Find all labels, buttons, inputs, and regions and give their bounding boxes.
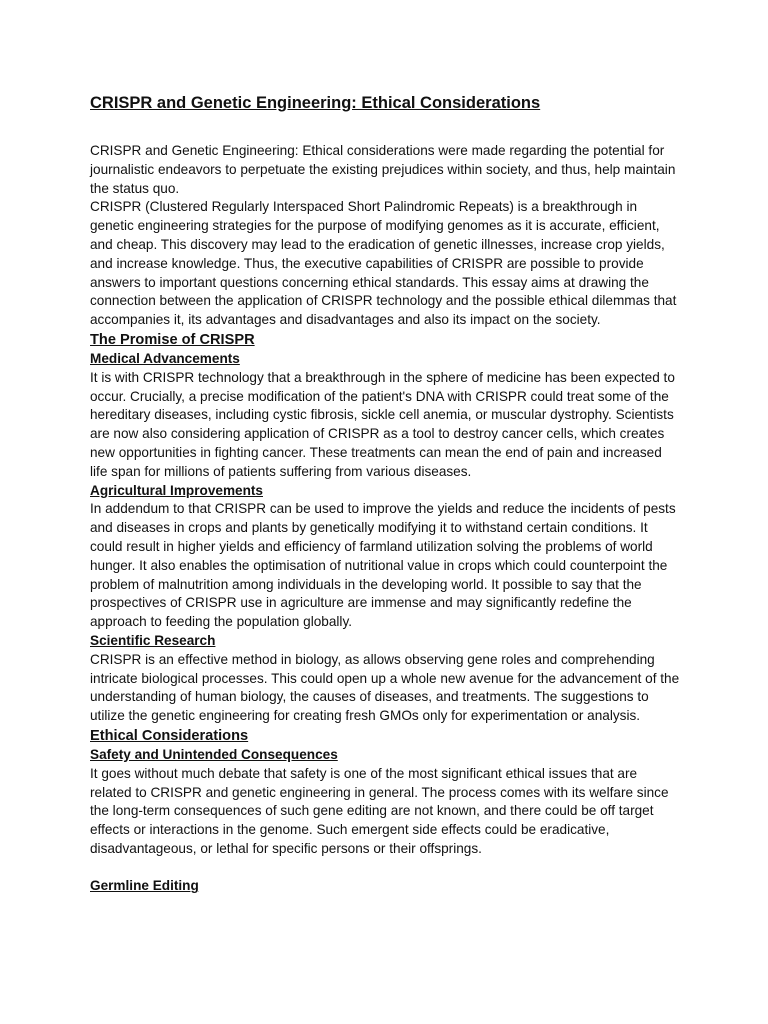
section-heading-promise: The Promise of CRISPR — [90, 331, 255, 348]
subheading-germline: Germline Editing — [90, 878, 199, 894]
document-title: CRISPR and Genetic Engineering: Ethical Considerations — [90, 94, 541, 112]
paragraph-spacer — [90, 859, 680, 878]
paragraph-research: CRISPR is an effective method in biology, as allows observing gene roles and comprehending intricate biological processes. This could open up a whole new avenue for the advancement of the understanding of human biology, the causes of diseases, and treatments. The suggestions to utilize the genetic engineering for creating fresh GMOs only for experimentation or analysis. — [90, 651, 680, 724]
intro-paragraph-2: CRISPR (Clustered Regularly Interspaced Short Palindromic Repeats) is a breakthrough in genetic engineering strategies for the purpose of modifying genomes as it is accurate, efficient, and cheap. This discovery may lead to the eradication of genetic illnesses, increase crop yields, and increase knowledge. Thus, the executive capabilities of CRISPR are possible to provide answers to important questions concerning ethical standards. This essay aims at drawing the connection between the application of CRISPR technology and the possible ethical dilemmas that accompanies it, its advantages and disadvantages and also its impact on the society. — [90, 199, 677, 328]
subheading-research: Scientific Research — [90, 632, 216, 648]
paragraph-medical: It is with CRISPR technology that a breakthrough in the sphere of medicine has been expected to occur. Crucially, a precise modification of the patient's DNA with CRISPR could treat some of the hereditary diseases, including cystic fibrosis, sickle cell anemia, or muscular dystrophy. Scientists are now also considering application of CRISPR as a tool to destroy cancer cells, which creates new opportunities in fighting cancer. These treatments can mean the end of pain and increased life span for millions of patients suffering from various diseases. — [90, 369, 675, 479]
section-heading-ethics: Ethical Considerations — [90, 727, 249, 744]
subheading-medical: Medical Advancements — [90, 350, 240, 366]
subheading-agricultural: Agricultural Improvements — [90, 482, 263, 498]
subheading-safety: Safety and Unintended Consequences — [90, 746, 338, 762]
paragraph-safety: It goes without much debate that safety is one of the most significant ethical issues that are related to CRISPR and genetic engineering in general. The process comes with its welfare since the long-term consequences of such gene editing are not known, and there could be off target effects or interactions in the genome. Such emergent side effects could be eradicative, disadvantageous, or lethal for specific persons or their offsprings. — [90, 765, 669, 856]
paragraph-agricultural: In addendum to that CRISPR can be used to improve the yields and reduce the incidents of pests and diseases in crops and plants by genetically modifying it to withstand certain conditions. It could result in higher yields and efficiency of farmland utilization solving the problems of world hunger. It also enables the optimisation of nutritional value in crops which could counterpoint the problem of malnutrition among individuals in the developing world. It possible to say that the prospectives of CRISPR use in agriculture are immense and may significantly redefine the approach to feeding the population globally. — [90, 501, 676, 630]
intro-paragraph-1: CRISPR and Genetic Engineering: Ethical considerations were made regarding the potential for journalistic endeavors to perpetuate the existing prejudices within society, and thus, help maintain the status quo. — [90, 143, 676, 196]
document-page — [90, 92, 680, 896]
